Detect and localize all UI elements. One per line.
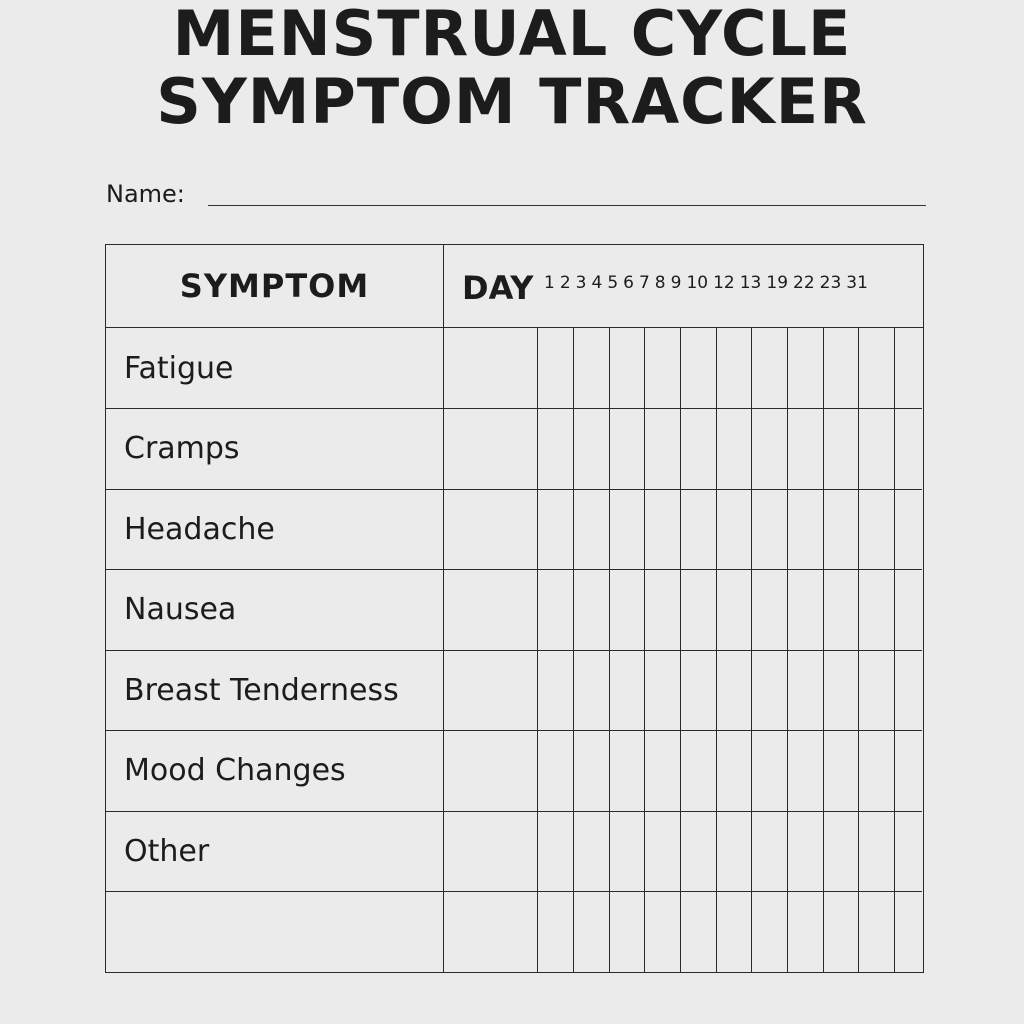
- day-numbers: [544, 273, 873, 293]
- day-cell[interactable]: [609, 650, 644, 730]
- day-cell[interactable]: [609, 489, 644, 569]
- day-cell[interactable]: [644, 650, 680, 730]
- day-cell[interactable]: [644, 731, 680, 811]
- symptom-column-header: SYMPTOM: [106, 245, 444, 328]
- day-cell[interactable]: [751, 489, 787, 569]
- day-number: 19: [766, 273, 789, 293]
- symptom-label: Fatigue: [106, 328, 444, 408]
- day-cell[interactable]: [823, 328, 858, 408]
- day-number: 12: [713, 273, 735, 293]
- day-cell[interactable]: [787, 731, 823, 811]
- day-cell[interactable]: [573, 409, 609, 489]
- day-cell[interactable]: [444, 811, 537, 891]
- day-cell[interactable]: [894, 489, 922, 569]
- day-cell[interactable]: [751, 892, 787, 973]
- name-label: Name:: [106, 180, 185, 208]
- day-cell[interactable]: [858, 892, 894, 973]
- day-cell[interactable]: [858, 811, 894, 891]
- symptom-label: Nausea: [106, 570, 444, 650]
- day-cell[interactable]: [823, 811, 858, 891]
- day-cell[interactable]: [787, 811, 823, 891]
- day-number: 6: [623, 273, 634, 293]
- title-line-1: MENSTRUAL CYCLE: [172, 0, 852, 70]
- day-cell[interactable]: [444, 489, 537, 569]
- day-cell[interactable]: [858, 570, 894, 650]
- day-cell[interactable]: [751, 328, 787, 408]
- day-number: 22: [793, 273, 815, 293]
- day-cell[interactable]: [680, 489, 716, 569]
- day-cell[interactable]: [751, 811, 787, 891]
- day-cell[interactable]: [444, 570, 537, 650]
- day-number: 3: [575, 273, 587, 293]
- table-row: [106, 328, 922, 409]
- day-cell[interactable]: [787, 650, 823, 730]
- day-cell[interactable]: [573, 731, 609, 811]
- table-row: [106, 409, 922, 490]
- day-cell[interactable]: [716, 328, 751, 408]
- day-cell[interactable]: [680, 892, 716, 973]
- symptom-label: Mood Changes: [106, 731, 444, 811]
- day-number: 9: [670, 273, 682, 293]
- table-row: [106, 570, 922, 651]
- day-cell[interactable]: [444, 409, 537, 489]
- day-cell[interactable]: [680, 731, 716, 811]
- day-number: 7: [638, 273, 650, 293]
- day-cell[interactable]: [858, 409, 894, 489]
- table-row: [106, 489, 922, 570]
- day-cell[interactable]: [894, 328, 922, 408]
- day-number: 2: [559, 273, 571, 293]
- day-cell[interactable]: [787, 489, 823, 569]
- day-cell[interactable]: [609, 811, 644, 891]
- name-row: [106, 178, 926, 210]
- day-cell[interactable]: [444, 650, 537, 730]
- symptom-label: Cramps: [106, 409, 444, 489]
- day-cell[interactable]: [716, 489, 751, 569]
- day-cell[interactable]: [680, 650, 716, 730]
- day-cell[interactable]: [858, 489, 894, 569]
- day-cell[interactable]: [644, 892, 680, 973]
- day-cell[interactable]: [751, 731, 787, 811]
- day-cell[interactable]: [537, 811, 573, 891]
- title-line-2: SYMPTOM TRACKER: [156, 65, 868, 138]
- day-cell[interactable]: [787, 892, 823, 973]
- day-cell[interactable]: [823, 731, 858, 811]
- day-cell[interactable]: [609, 892, 644, 973]
- day-cell[interactable]: [537, 892, 573, 973]
- day-cell[interactable]: [716, 811, 751, 891]
- table-row: [106, 892, 922, 973]
- day-cell[interactable]: [894, 650, 922, 730]
- day-cell[interactable]: [609, 409, 644, 489]
- day-cell[interactable]: [573, 892, 609, 973]
- day-cell[interactable]: [787, 409, 823, 489]
- day-cell[interactable]: [894, 731, 922, 811]
- symptom-label: [106, 892, 444, 973]
- day-number: 1: [544, 273, 555, 293]
- day-cell[interactable]: [858, 731, 894, 811]
- day-number: 23: [819, 273, 842, 293]
- day-cell[interactable]: [787, 570, 823, 650]
- day-cell[interactable]: [858, 650, 894, 730]
- day-cell[interactable]: [573, 570, 609, 650]
- day-cell[interactable]: [644, 409, 680, 489]
- day-cell[interactable]: [573, 811, 609, 891]
- day-cell[interactable]: [823, 892, 858, 973]
- day-cell[interactable]: [537, 650, 573, 730]
- day-cell[interactable]: [823, 489, 858, 569]
- day-cell[interactable]: [537, 328, 573, 408]
- day-cell[interactable]: [716, 570, 751, 650]
- day-cell[interactable]: [573, 650, 609, 730]
- symptom-tracker-table: [105, 244, 924, 973]
- day-cell[interactable]: [644, 489, 680, 569]
- day-cell[interactable]: [609, 731, 644, 811]
- table-row: [106, 650, 922, 731]
- day-cell[interactable]: [823, 570, 858, 650]
- day-cell[interactable]: [823, 650, 858, 730]
- day-cell[interactable]: [680, 409, 716, 489]
- day-cell[interactable]: [444, 731, 537, 811]
- day-number: 10: [686, 273, 709, 293]
- day-cell[interactable]: [444, 328, 537, 408]
- day-column-header: [444, 245, 923, 328]
- day-cell[interactable]: [716, 409, 751, 489]
- day-cell[interactable]: [680, 328, 716, 408]
- table-row: [106, 731, 922, 812]
- day-cell[interactable]: [609, 570, 644, 650]
- day-cell[interactable]: [894, 811, 922, 891]
- day-cell[interactable]: [537, 570, 573, 650]
- day-cell[interactable]: [894, 570, 922, 650]
- day-cell[interactable]: [680, 811, 716, 891]
- day-cell[interactable]: [444, 892, 537, 973]
- name-field[interactable]: [208, 205, 926, 206]
- day-number: 5: [607, 273, 619, 293]
- day-label: DAY: [462, 269, 534, 307]
- day-cell[interactable]: [644, 328, 680, 408]
- day-cell[interactable]: [609, 328, 644, 408]
- day-cell[interactable]: [537, 731, 573, 811]
- day-cell[interactable]: [644, 570, 680, 650]
- table-row: [106, 811, 922, 892]
- day-cell[interactable]: [751, 650, 787, 730]
- symptom-label: Headache: [106, 489, 444, 569]
- symptom-label: Breast Tenderness: [106, 650, 444, 730]
- day-number: 4: [591, 273, 603, 293]
- day-cell[interactable]: [751, 570, 787, 650]
- day-cell[interactable]: [716, 650, 751, 730]
- day-cell[interactable]: [894, 409, 922, 489]
- day-cell[interactable]: [644, 811, 680, 891]
- day-cell[interactable]: [823, 409, 858, 489]
- day-cell[interactable]: [573, 489, 609, 569]
- day-cell[interactable]: [858, 328, 894, 408]
- day-cell[interactable]: [787, 328, 823, 408]
- day-cell[interactable]: [751, 409, 787, 489]
- symptom-label: Other: [106, 811, 444, 891]
- day-number: 31: [846, 273, 868, 293]
- day-cell[interactable]: [894, 892, 922, 973]
- day-cell[interactable]: [716, 892, 751, 973]
- day-number: 8: [654, 273, 666, 293]
- day-cell[interactable]: [537, 409, 573, 489]
- day-number: 13: [739, 273, 762, 293]
- day-cell[interactable]: [537, 489, 573, 569]
- day-cell[interactable]: [573, 328, 609, 408]
- day-cell[interactable]: [680, 570, 716, 650]
- day-cell[interactable]: [716, 731, 751, 811]
